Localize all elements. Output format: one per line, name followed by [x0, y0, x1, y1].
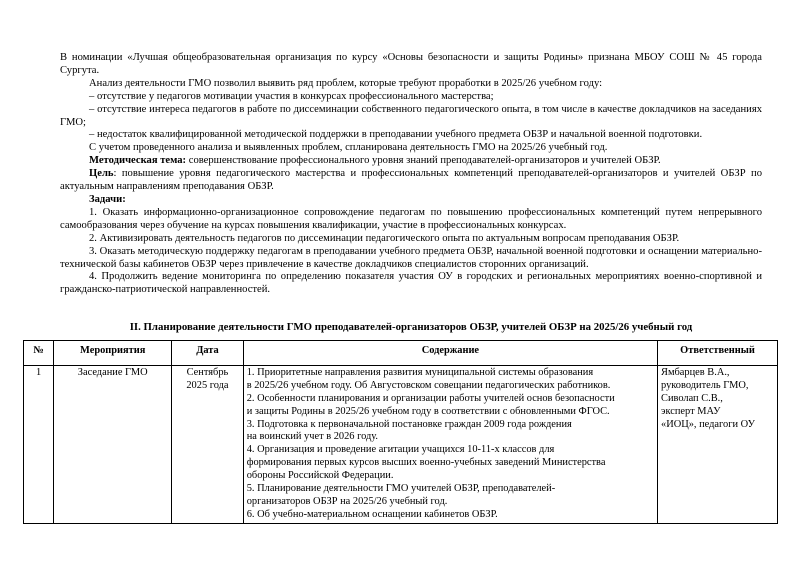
content-line: 1. Приоритетные направления развития муниципальной системы образования	[246, 366, 594, 378]
row-date-year: 2025 года	[186, 379, 229, 391]
problem-item: – недостаток квалифицированной методической поддержки в преподавании учебного предмета ОБЗР и начальной военной подготовки.	[89, 129, 703, 141]
task-item: 1. Оказать информационно-организационное сопровождение педагогам по повышению профессиональных компетенций путем непрерывного самообразования через обучение на курсах повышения квалификации, участие в профессиональных конкурсах.	[60, 206, 762, 231]
method-theme-label: Методическая тема:	[89, 155, 187, 167]
task-item: 4. Продолжить ведение мониторинга по определению показателя участия ОУ в городских и региональных мероприятиях военно-спортивной и гражданско-патриотической направленностей.	[60, 271, 762, 296]
header-date: Дата	[172, 341, 244, 366]
content-line: формирования первых курсов высших военно-учебных заведений Министерства	[246, 457, 606, 469]
task-item: 3. Оказать методическую поддержку педагогам в преподавании учебного предмета ОБЗР, начальной военной подготовки и оснащении материально-технической базы кабинетов ОБЗР через привлечение в качестве докладчиков специалистов сторонних организаций.	[60, 245, 762, 270]
plan-table	[23, 340, 778, 524]
problem-item: – отсутствие у педагогов мотивации участия в конкурсах профессионального мастерства;	[89, 90, 494, 102]
content-line: организаторов ОБЗР на 2025/26 учебный год.	[246, 495, 448, 507]
content-line: на воинский учет в 2026 году.	[246, 431, 379, 443]
responsible-line: «ИОЦ», педагоги ОУ	[661, 418, 755, 430]
problem-item: – отсутствие интереса педагогов в работе по диссеминации собственного педагогического опыта, в том числе в качестве докладчиков на заседаниях ГМО;	[60, 103, 762, 128]
header-events: Мероприятия	[54, 341, 172, 366]
row-content	[243, 365, 657, 523]
responsible-line: руководитель ГМО,	[661, 379, 749, 391]
goal-text: : повышение уровня педагогического мастерства и профессиональных компетенций преподавателей-организаторов и учителей ОБЗР по актуальным направлениям преподавания ОБЗР.	[60, 168, 762, 193]
goal-label: Цель	[89, 168, 114, 180]
content-line: 5. Планирование деятельности ГМО учителей ОБЗР, преподавателей-	[246, 483, 556, 495]
nomination-paragraph: В номинации «Лучшая общеобразовательная организация по курсу «Основы безопасности и защиты Родины» признана МБОУ СОШ № 45 города Сургута.	[60, 52, 762, 76]
responsible-line: Сиволап С.В.,	[661, 392, 723, 404]
planning-paragraph: С учетом проведенного анализа и выявленных проблем, спланирована деятельность ГМО на 2025/26 учебный год.	[89, 142, 608, 154]
content-line: 4. Организация и проведение агитации учащихся 10-11-х классов для	[246, 444, 555, 456]
row-date	[172, 365, 244, 523]
row-number: 1	[24, 365, 54, 523]
content-line: 6. Об учебно-материальном оснащении кабинетов ОБЗР.	[246, 508, 498, 520]
content-line: обороны Российской Федерации.	[246, 470, 394, 482]
content-line: в 2025/26 учебном году. Об Августовском совещании педагогических работников.	[246, 379, 611, 391]
responsible-line: эксперт МАУ	[661, 405, 721, 417]
content-line: 3. Подготовка к первоначальной постановке граждан 2009 года рождения	[246, 418, 572, 430]
content-line: и защиты Родины в 2025/26 учебном году в соответствии с обновленными ФГОС.	[246, 405, 610, 417]
tasks-label: Задачи:	[89, 193, 126, 205]
section-title: II. Планирование деятельности ГМО преподавателей-организаторов ОБЗР, учителей ОБЗР на 2025/26 учебный год	[129, 321, 693, 333]
row-responsible	[658, 365, 778, 523]
content-line: 2. Особенности планирования и организации работы учителей основ безопасности	[246, 392, 615, 404]
row-date-month: Сентябрь	[186, 366, 229, 378]
goal-paragraph	[60, 168, 762, 194]
row-event: Заседание ГМО	[54, 365, 172, 523]
header-responsible: Ответственный	[658, 341, 778, 366]
responsible-line: Ямбарцев В.А.,	[661, 366, 730, 378]
task-item: 2. Активизировать деятельность педагогов по диссеминации педагогического опыта по актуальным вопросам преподавания ОБЗР.	[89, 232, 680, 244]
table-header-row	[24, 341, 778, 366]
header-content: Содержание	[243, 341, 657, 366]
method-theme-text: совершенствование профессионального уровня знаний преподавателей-организаторов и учителей ОБЗР.	[186, 155, 661, 167]
header-number: №	[24, 341, 54, 366]
table-row	[24, 365, 778, 523]
intro-text	[60, 52, 762, 297]
method-theme-paragraph	[60, 155, 762, 168]
analysis-paragraph: Анализ деятельности ГМО позволил выявить ряд проблем, которые требуют проработки в 2025/26 учебном году:	[89, 77, 603, 89]
